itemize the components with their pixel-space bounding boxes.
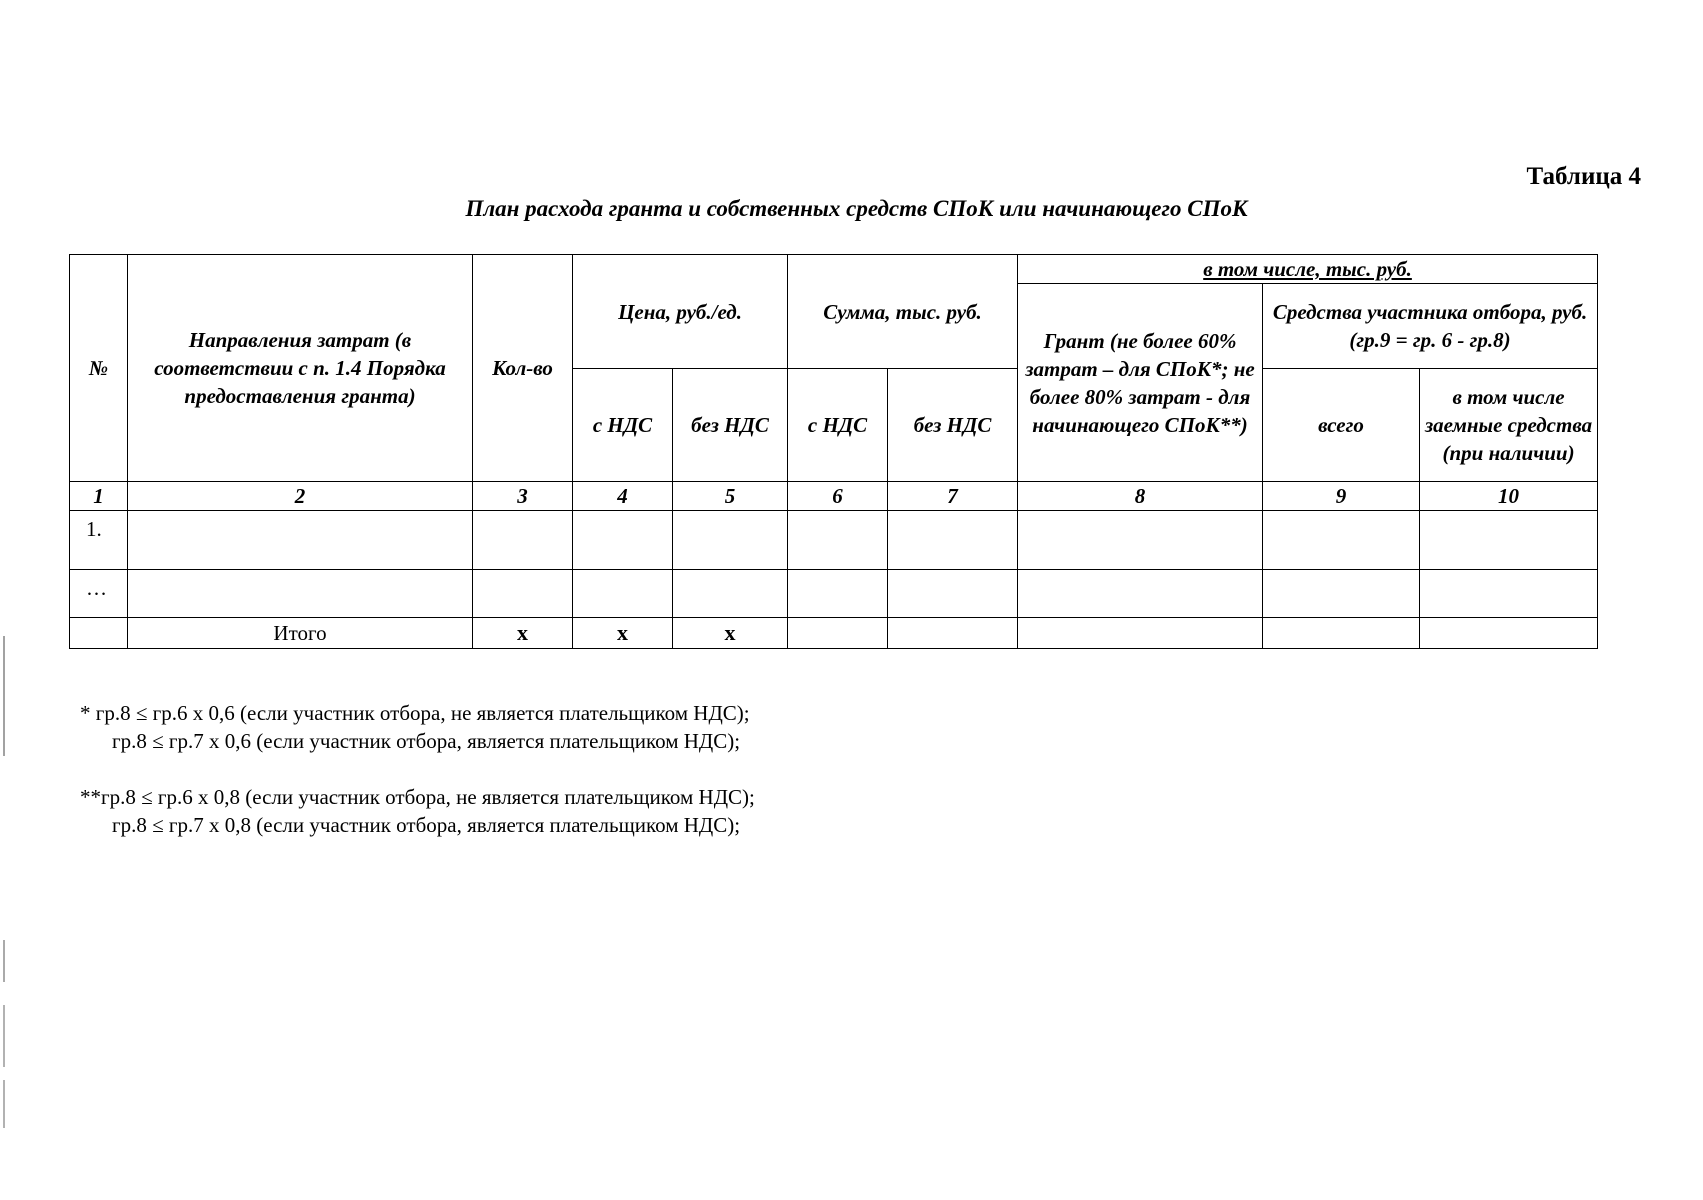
header-number: № [70,255,128,482]
header-sum: Сумма, тыс. руб. [788,255,1018,369]
header-quantity: Кол-во [473,255,573,482]
table-row [70,511,1598,570]
table-cell [1420,511,1598,570]
footnote-line: гр.8 ≤ гр.7 х 0,8 (если участник отбора, является плательщиком НДС); [112,813,741,837]
footnote-line: **гр.8 ≤ гр.6 х 0,8 (если участник отбора, не является плательщиком НДС); [80,785,755,809]
total-label: Итого [128,618,473,649]
table-cell [1263,570,1420,618]
table-cell [1263,618,1420,649]
column-number: 5 [673,482,788,511]
column-number-row [70,482,1598,511]
table-cell [673,511,788,570]
table-cell [888,511,1018,570]
scan-artifact-line [3,636,5,756]
grant-expense-table [69,254,1598,649]
total-row [70,618,1598,649]
header-sum-without-vat: без НДС [888,369,1018,482]
scan-artifact-line [3,1005,5,1067]
row-number: … [70,570,128,618]
not-applicable-mark: x [573,618,673,649]
header-own-total: всего [1263,369,1420,482]
column-number: 2 [128,482,473,511]
header-grant: Грант (не более 60% затрат – для СПоК*; не более 80% затрат - для начинающего СПоК**) [1018,284,1263,482]
table-cell [128,511,473,570]
header-sum-with-vat: с НДС [788,369,888,482]
not-applicable-mark: x [473,618,573,649]
table-cell [888,570,1018,618]
header-cost-direction: Направления затрат (в соответствии с п. 1.4 Порядка предоставления гранта) [128,255,473,482]
header-including: в том числе, тыс. руб. [1018,255,1598,284]
table-cell [1018,511,1263,570]
table-cell [673,570,788,618]
column-number: 6 [788,482,888,511]
scan-artifact-line [3,1080,5,1128]
table-cell [1018,570,1263,618]
header-own-loans: в том числе заемные средства (при наличии) [1420,369,1598,482]
table-cell [1420,618,1598,649]
document-title: План расхода гранта и собственных средств СПоК или начинающего СПоК [465,196,1248,221]
table-cell [788,618,888,649]
column-number: 7 [888,482,1018,511]
scan-artifact-line [3,940,5,982]
row-number: 1. [70,511,128,570]
column-number: 3 [473,482,573,511]
table-cell [128,570,473,618]
footnotes [80,699,755,839]
footnote-line: гр.8 ≤ гр.7 х 0,6 (если участник отбора, является плательщиком НДС); [112,729,741,753]
table-cell [473,511,573,570]
header-price: Цена, руб./ед. [573,255,788,369]
column-number: 10 [1420,482,1598,511]
column-number: 1 [70,482,128,511]
table-cell [473,570,573,618]
header-price-with-vat: с НДС [573,369,673,482]
table-cell [1263,511,1420,570]
table-cell [573,570,673,618]
column-number: 8 [1018,482,1263,511]
table-row [70,570,1598,618]
table-cell [788,570,888,618]
table-cell [788,511,888,570]
table-cell [573,511,673,570]
table-cell [1018,618,1263,649]
table-cell [70,618,128,649]
not-applicable-mark: x [673,618,788,649]
header-own-funds: Средства участника отбора, руб. (гр.9 = гр. 6 - гр.8) [1263,284,1598,369]
table-cell [1420,570,1598,618]
table-number: Таблица 4 [1526,163,1641,190]
column-number: 9 [1263,482,1420,511]
footnote-line: * гр.8 ≤ гр.6 х 0,6 (если участник отбора, не является плательщиком НДС); [80,701,750,725]
header-price-without-vat: без НДС [673,369,788,482]
column-number: 4 [573,482,673,511]
table-cell [888,618,1018,649]
